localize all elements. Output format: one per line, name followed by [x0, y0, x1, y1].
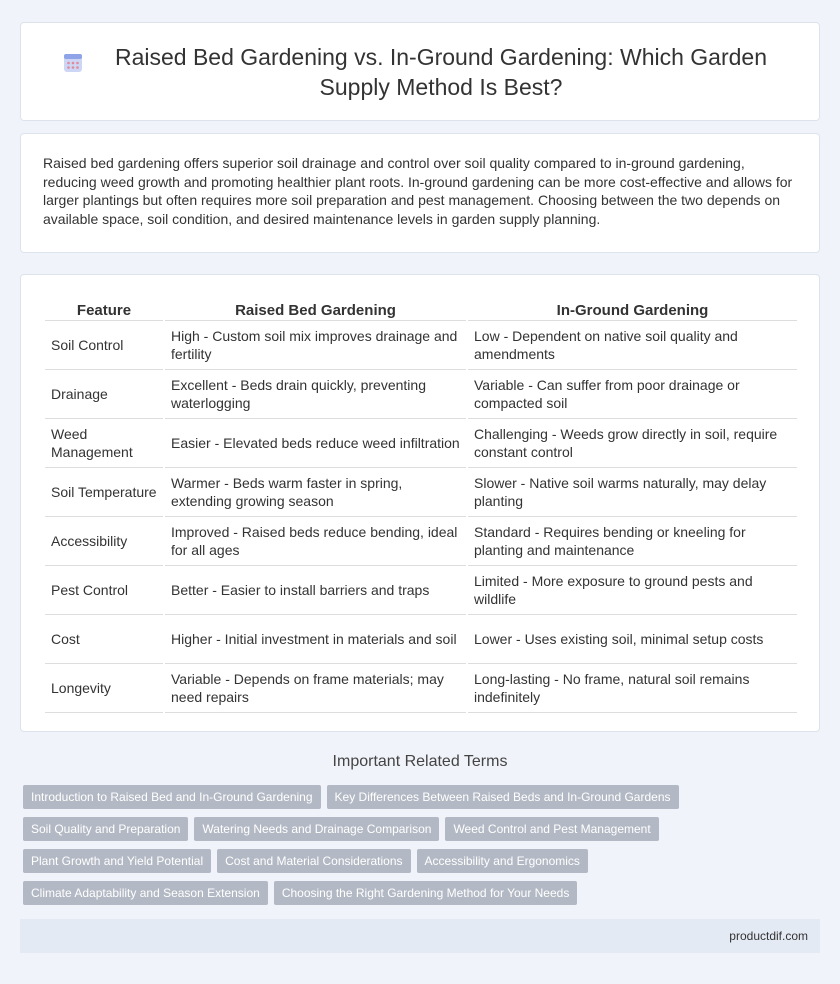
tag-row [23, 785, 823, 809]
title-wrap [21, 23, 819, 120]
page-title: Raised Bed Gardening vs. In-Ground Gardening: Which Garden Supply Method Is Best? [114, 43, 768, 100]
feature-cell: Cost [45, 615, 163, 664]
related-term-link[interactable]: Watering Needs and Drainage Comparison [194, 817, 439, 841]
raised-bed-cell: High - Custom soil mix improves drainage and fertility [165, 321, 466, 370]
in-ground-cell: Low - Dependent on native soil quality and amendments [468, 321, 797, 370]
raised-bed-cell: Better - Easier to install barriers and traps [165, 566, 466, 615]
intro-paragraph: Raised bed gardening offers superior soil drainage and control over soil quality compared to in-ground gardening, reducing weed growth and promoting healthier plant roots. In-ground gardening can be more cost-effective and allows for larger plantings but often requires more soil preparation and pest management. Choosing between the two depends on available space, soil condition, and desired maintenance levels in garden supply planning. [43, 155, 793, 227]
in-ground-cell: Standard - Requires bending or kneeling for planting and maintenance [468, 517, 797, 566]
related-term-link[interactable]: Choosing the Right Gardening Method for Your Needs [274, 881, 578, 905]
raised-bed-cell: Easier - Elevated beds reduce weed infiltration [165, 419, 466, 468]
raised-bed-cell: Excellent - Beds drain quickly, preventing waterlogging [165, 370, 466, 419]
intro-card [20, 133, 820, 253]
in-ground-cell: Limited - More exposure to ground pests and wildlife [468, 566, 797, 615]
feature-cell: Accessibility [45, 517, 163, 566]
table-row [45, 517, 797, 566]
table-header-row [45, 297, 797, 321]
header-in-ground: In-Ground Gardening [468, 297, 797, 321]
related-terms-title: Important Related Terms [332, 753, 508, 770]
table-row [45, 419, 797, 468]
related-term-link[interactable]: Key Differences Between Raised Beds and In-Ground Gardens [327, 785, 679, 809]
related-term-link[interactable]: Weed Control and Pest Management [445, 817, 658, 841]
table-row [45, 370, 797, 419]
feature-cell: Soil Control [45, 321, 163, 370]
in-ground-cell: Long-lasting - No frame, natural soil remains indefinitely [468, 664, 797, 713]
raised-bed-cell: Higher - Initial investment in materials and soil [165, 615, 466, 664]
tag-row [23, 849, 823, 873]
in-ground-cell: Slower - Native soil warms naturally, may delay planting [468, 468, 797, 517]
related-term-link[interactable]: Soil Quality and Preparation [23, 817, 188, 841]
feature-cell: Drainage [45, 370, 163, 419]
raised-bed-cell: Improved - Raised beds reduce bending, ideal for all ages [165, 517, 466, 566]
tag-row [23, 881, 823, 905]
related-terms-list [23, 785, 823, 913]
table-row [45, 664, 797, 713]
tag-row [23, 817, 823, 841]
raised-bed-cell: Warmer - Beds warm faster in spring, extending growing season [165, 468, 466, 517]
related-term-link[interactable]: Plant Growth and Yield Potential [23, 849, 211, 873]
footer-site-link[interactable]: productdif.com [729, 929, 808, 943]
feature-cell: Pest Control [45, 566, 163, 615]
comparison-table [43, 297, 799, 713]
feature-cell: Weed Management [45, 419, 163, 468]
calendar-icon [61, 51, 85, 75]
table-row [45, 615, 797, 664]
header-feature: Feature [45, 297, 163, 321]
raised-bed-cell: Variable - Depends on frame materials; may need repairs [165, 664, 466, 713]
table-row [45, 321, 797, 370]
footer [20, 919, 820, 953]
related-term-link[interactable]: Cost and Material Considerations [217, 849, 410, 873]
in-ground-cell: Challenging - Weeds grow directly in soil, require constant control [468, 419, 797, 468]
feature-cell: Longevity [45, 664, 163, 713]
title-card [20, 22, 820, 121]
header-raised-bed: Raised Bed Gardening [165, 297, 466, 321]
table-row [45, 566, 797, 615]
related-term-link[interactable]: Climate Adaptability and Season Extension [23, 881, 268, 905]
comparison-card [20, 274, 820, 732]
table-row [45, 468, 797, 517]
related-term-link[interactable]: Accessibility and Ergonomics [417, 849, 588, 873]
feature-cell: Soil Temperature [45, 468, 163, 517]
in-ground-cell: Lower - Uses existing soil, minimal setup costs [468, 615, 797, 664]
related-term-link[interactable]: Introduction to Raised Bed and In-Ground Gardening [23, 785, 321, 809]
in-ground-cell: Variable - Can suffer from poor drainage or compacted soil [468, 370, 797, 419]
